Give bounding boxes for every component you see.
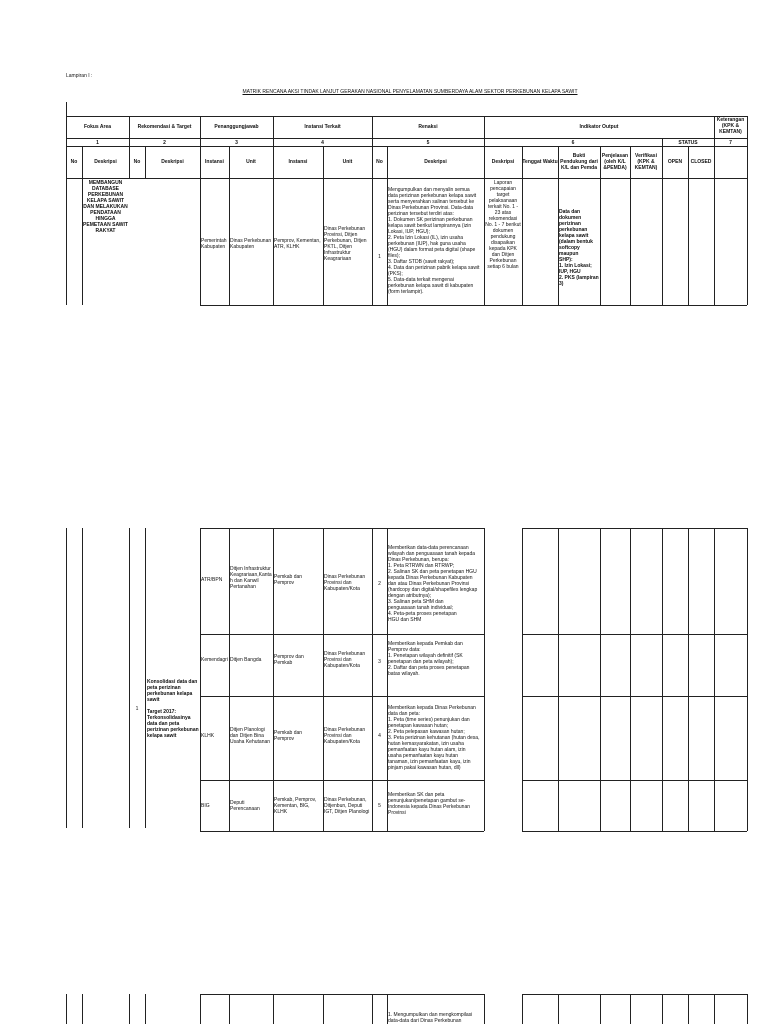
row-renaksi-no: 5 (378, 803, 381, 809)
subheader-no: No (70, 159, 78, 165)
row-unit: Deputi Perencanaan (230, 800, 260, 812)
subheader-instansi: Instansi (288, 159, 308, 165)
renaksi-text: 1. Mengumpulkan dan mengkompilasi data-data dari Dinas Perkebunan (388, 1012, 473, 1024)
header-indikator-output: Indikator Output (579, 124, 619, 130)
col-num-7: 7 (729, 140, 732, 146)
unit-terkait-text: Dinas Perkebunan Provinsi, Ditjen Perkebunan, Ditjen PKTL, Ditjen Infrastruktur Keagrariaan (324, 226, 367, 262)
col-num-3: 3 (235, 140, 238, 146)
col-num-4: 4 (321, 140, 324, 146)
subheader-tenggat: Tenggat Waktu (522, 159, 558, 165)
row-unit: Ditjen Infrastruktur Keagrariaan,Kanta h dan Kanwil Pertanahan (230, 566, 272, 590)
subheader-deskripsi: Deskripsi (94, 159, 117, 165)
header-keterangan: Keterangan (KPK & KEMTAN) (716, 117, 745, 135)
row-instansi-terkait: Pemkab, Pemprov, Kementan, BIG, KLHK (274, 797, 317, 815)
subheader-unit: Unit (342, 159, 353, 165)
rekomendasi-no: 1 (135, 706, 139, 712)
subheader-open: OPEN (667, 159, 683, 165)
subheader-no: No (133, 159, 141, 165)
row-unit-terkait: Dinas Perkebunan, Ditjenbun, Deputi IGT, Ditjen Planologi (324, 797, 370, 815)
row-instansi: BIG (201, 803, 210, 809)
row-unit-terkait: Dinas Perkebunan Provinsi dan Kabupaten/Kota (324, 727, 366, 745)
subheader-no: No (376, 159, 383, 165)
col-num-2: 2 (163, 140, 166, 146)
row-unit: Ditjen Bangda (230, 657, 262, 663)
instansi-text: Pemerintah Kabupaten (201, 238, 227, 250)
subheader-verifikasi: Verifikasi (KPK & KEMTAN) (634, 153, 658, 171)
header-rekomendasi: Rekomendasi & Target (137, 124, 192, 130)
document-title: MATRIK RENCANA AKSI TINDAK LANJUT GERAKAN NASIONAL PENYELAMATAN SUMBERDAYA ALAM SEKTOR PERKEBUNAN KELAPA SAWIT (242, 89, 578, 95)
row-instansi: Kemendagri (201, 657, 228, 663)
row-renaksi: Memberikan kepada Dinas Perkebunan data dan peta: 1. Peta (time series) penunjukan dan penetapan kawasan hutan; 2. Peta pelepasan kawasan hutan; 3. Peta perizinan kehutanan (hutan desa, hutan kemasyarakatan, izin usaha pemanfaatan kayu hutan alam, izin usaha pemanfaatan kayu hutan tanaman, izin pemanfaatan kayu, izin pinjam pakai kawasan hutan, dll) (388, 705, 480, 771)
col-num-5: 5 (426, 140, 430, 146)
row-instansi-terkait: Pemkab dan Pemprov (274, 574, 303, 586)
row-instansi-terkait: Pemprov dan Pemkab (274, 654, 304, 666)
header-penanggungjawab: Penanggungjawab (214, 124, 259, 130)
subheader-penjelasan: Penjelasan (oleh K/L &PEMDA) (601, 153, 629, 171)
renaksi-text: Mengumpulkan dan menyalin semua data perizinan perkebunan kelapa sawit serta menyerahkan salinan tersebut ke Dinas Perkebunan Provinsi. Data-data perizinan tersebut terdiri atas: 1. Dokumen SK perizinan perkebunan kelapa sawit berikut lampirannya (izin Lokasi, IUP, HGU); 2. Peta Izin Lokasi (IL), izin usaha perkebunan (IUP), hak guna usaha (HGU) dalam format peta digital (shape files); 3. Daftar STDB (sawit rakyat); 4. Data dan perizinan pabrik kelapa sawit (PKS); 5. Data-data terkait mengenai perkebunan kelapa sawit di kabupaten (form terlampir). (388, 187, 480, 295)
header-renaksi: Renaksi (418, 124, 438, 130)
col-num-1: 1 (96, 140, 99, 146)
rekomendasi-text: Konsolidasi data dan peta perizinan perkebunan kelapa sawit Target 2017: Terkonsolidasinya data dan peta perizinan perkebunan kelapa sawit (147, 679, 199, 739)
subheader-instansi: Instansi (205, 159, 224, 165)
renaksi-no: 1 (378, 254, 381, 260)
fokus-area-text: MEMBANGUN DATABASE PERKEBUNAN KELAPA SAWIT DAN MELAKUKAN PENDATAAN HINGGA PEMETAAN SAWIT RAKYAT (83, 180, 128, 234)
header-fokus-area: Fokus Area (83, 124, 112, 130)
lampiran-label: Lampiran I : (66, 73, 93, 79)
row-instansi: KLHK (201, 733, 215, 739)
unit-text: Dinas Perkebunan Kabupaten (230, 238, 272, 250)
subheader-deskripsi: Deskripsi (491, 159, 515, 165)
row-renaksi-no: 4 (378, 733, 381, 739)
row-unit: Ditjen Planologi dan Ditjen Bina Usaha Kehutanan (230, 727, 271, 745)
subheader-unit: Unit (246, 159, 256, 165)
row-instansi: ATR/BPN (201, 577, 223, 583)
subheader-bukti: Bukti Pendukung dari K/L dan Pemda (560, 153, 598, 171)
row-unit-terkait: Dinas Perkebunan Provinsi dan Kabupaten/Kota (324, 574, 366, 592)
row-unit-terkait: Dinas Perkebunan Provinsi dan Kabupaten/Kota (324, 651, 366, 669)
bukti-text: Data dan dokumen perizinan perkebunan kelapa sawit (dalam bentuk softcopy maupun SHP): 1. Izin Lokasi; IUP, HGU 2. PKS (lampiran 3) (559, 209, 599, 287)
indikator-text: Laporan pencapaian target pelaksanaan terkait No. 1 - 23 atas rekomendasi No. 1 - 7 berikut dokumen pendukung disapaikan kepada KPK dan Ditjen Perkebunan setiap 6 bulan (485, 180, 521, 270)
row-renaksi-no: 2 (378, 581, 381, 587)
subheader-closed: CLOSED (690, 159, 712, 165)
row-renaksi: Memberikan data-data perencanaan wilayah dan penguasaan tanah kepada Dinas Perkebunan, berupa: 1. Peta RTRWN dan RTRWP; 2. Salinan SK dan peta penetapan HGU kepada Dinas Perkebunan Kabupaten dan atau Dinas Perkebunan Provinsi (hardcopy dan digital/shapefiles lengkap dengan atributnya); 3. Salinan peta SHM dan penguasaan tanah individual; 4. Peta-peta proses penetapan HGU dan SHM (388, 545, 478, 623)
subheader-deskripsi: Deskripsi (161, 159, 184, 165)
status-label: STATUS (678, 140, 698, 146)
subheader-deskripsi: Deskripsi (424, 159, 447, 165)
row-renaksi: Memberikan SK dan peta penunjukan/penetapan gambut se- Indonesia kepada Dinas Perkebunan Provinsi (388, 792, 471, 816)
instansi-terkait-text: Pemprov, Kementan, ATR, KLHK (274, 238, 321, 250)
row-instansi-terkait: Pemkab dan Pemprov (274, 730, 303, 742)
row-renaksi-no: 3 (378, 659, 381, 665)
col-num-6: 6 (571, 140, 575, 146)
row-renaksi: Memberikan kepada Pemkab dan Pemprov data: 1. Penetapan wilayah definitif (SK penetapan dan peta wilayah); 2. Daftar dan peta proses penetapan batas wilayah. (388, 641, 470, 677)
header-instansi-terkait: Instansi Terkait (304, 124, 341, 130)
